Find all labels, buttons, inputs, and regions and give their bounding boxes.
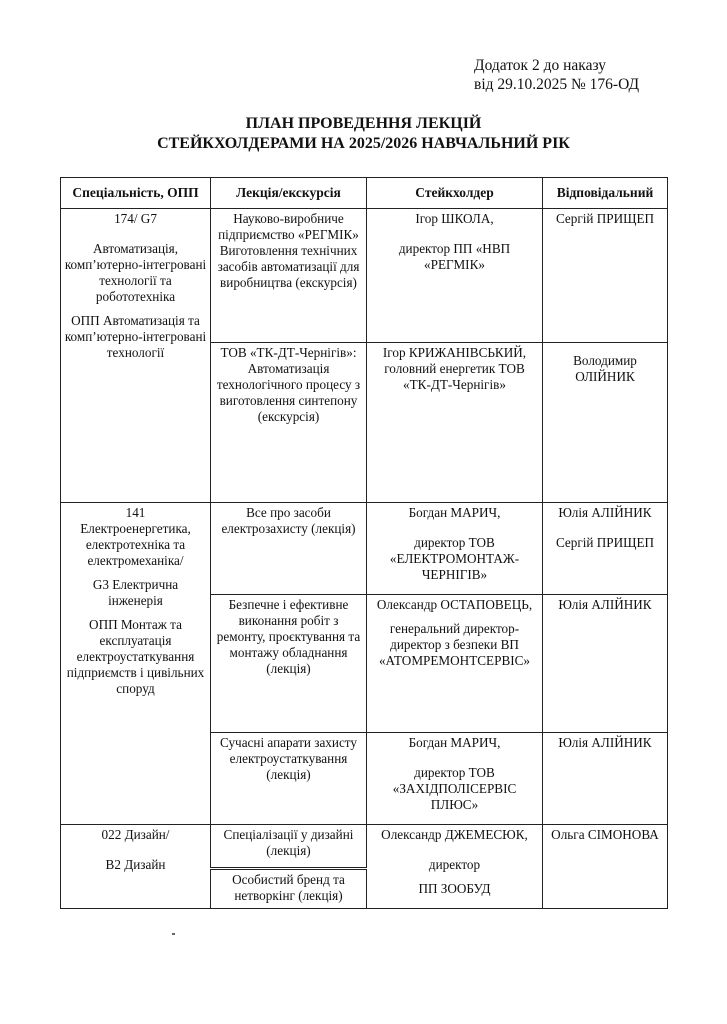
specialty-name: Електроенергетика, електротехніка та електромеханіка/	[80, 521, 191, 568]
scan-mark	[172, 933, 175, 935]
specialty-program-a: G3 Електрична інженерія	[92, 577, 179, 608]
stakeholder-name: Ігор ШКОЛА,	[415, 211, 494, 226]
stakeholder-name: Олександр ДЖЕМЕСЮК,	[381, 827, 528, 842]
lecture-cell: Безпечне і ефективне виконання робіт з ремонту, проєктування та монтажу обладнання (лекція)	[211, 595, 367, 733]
responsible-person: Володимир ОЛІЙНИК	[573, 353, 637, 384]
stakeholder-role: головний енергетик ТОВ «ТК-ДТ-Чернігів»	[384, 361, 525, 392]
lecture-plan-table	[60, 177, 668, 909]
title-line-1: ПЛАН ПРОВЕДЕННЯ ЛЕКЦІЙ	[245, 115, 482, 132]
document-reference	[474, 56, 639, 94]
stakeholder-role: директор	[428, 857, 481, 872]
responsible-cell: Ольга СІМОНОВА	[543, 825, 668, 909]
stakeholder-cell	[367, 343, 543, 503]
lecture-cell: Спеціалізації у дизайні (лекція)	[211, 825, 367, 869]
stakeholder-cell	[367, 503, 543, 595]
table-row	[61, 209, 668, 343]
lecture-cell: Особистий бренд та нетворкінг (лекція)	[211, 869, 367, 909]
table-row	[61, 503, 668, 595]
reference-line-2: від 29.10.2025 № 176-ОД	[474, 76, 640, 93]
title-line-2: СТЕЙКХОЛДЕРАМИ НА 2025/2026 НАВЧАЛЬНИЙ РІК	[157, 135, 570, 152]
stakeholder-cell	[367, 209, 543, 343]
lecture-cell: Науково-виробниче підприємство «РЕГМІК» Виготовлення технічних засобів автоматизації для виробництва (екскурсія)	[211, 209, 367, 343]
stakeholder-role: директор ТОВ «ЕЛЕКТРОМОНТАЖ-ЧЕРНІГІВ»	[389, 535, 520, 582]
stakeholder-role: директор ТОВ «ЗАХІДПОЛІСЕРВІС ПЛЮС»	[392, 765, 517, 812]
lecture-cell: Все про засоби електрозахисту (лекція)	[211, 503, 367, 595]
specialty-program: ОПП Монтаж та експлуатація електроустаткування підприємств і цивільних споруд	[66, 617, 205, 696]
specialty-cell	[61, 209, 211, 503]
stakeholder-name: Олександр ОСТАПОВЕЦЬ,	[376, 597, 533, 612]
stakeholder-cell	[367, 595, 543, 733]
table-header-row	[61, 178, 668, 209]
responsible-cell	[543, 503, 668, 595]
specialty-code: 174/ G7	[114, 211, 157, 226]
specialty-code: 141	[125, 505, 146, 520]
header-specialty: Спеціальність, ОПП	[61, 178, 211, 209]
lecture-cell: ТОВ «ТК-ДТ-Чернігів»: Автоматизація технологічного процесу з виготовлення синтепону (екскурсія)	[211, 343, 367, 503]
responsible-person: Юлія АЛІЙНИК	[558, 505, 652, 520]
specialty-cell	[61, 825, 211, 909]
responsible-cell: Сергій ПРИЩЕП	[543, 209, 668, 343]
stakeholder-org: ПП ЗООБУД	[418, 881, 491, 896]
responsible-cell	[543, 343, 668, 503]
table-row	[61, 825, 668, 869]
stakeholder-name: Ігор КРИЖАНІВСЬКИЙ,	[382, 345, 527, 360]
document-title	[0, 114, 727, 154]
responsible-cell: Юлія АЛІЙНИК	[543, 733, 668, 825]
stakeholder-role: генеральний директор-директор з безпеки ВП «АТОМРЕМОНТСЕРВІС»	[378, 621, 531, 668]
reference-line-1: Додаток 2 до наказу	[474, 57, 606, 74]
responsible-person-2: Сергій ПРИЩЕП	[555, 535, 655, 550]
header-responsible: Відповідальний	[543, 178, 668, 209]
lecture-cell: Сучасні апарати захисту електроустаткування (лекція)	[211, 733, 367, 825]
stakeholder-role: директор ПП «НВП «РЕГМІК»	[398, 241, 511, 272]
responsible-cell: Юлія АЛІЙНИК	[543, 595, 668, 733]
stakeholder-name: Богдан МАРИЧ,	[408, 505, 501, 520]
specialty-name: Автоматизація, комп’ютерно-інтегровані технології та робототехніка	[64, 241, 207, 304]
stakeholder-cell	[367, 733, 543, 825]
specialty-code: 022 Дизайн/	[101, 827, 170, 842]
specialty-cell	[61, 503, 211, 825]
stakeholder-cell	[367, 825, 543, 909]
header-lecture: Лекція/екскурсія	[211, 178, 367, 209]
specialty-program: ОПП Автоматизація та комп’ютерно-інтегровані технології	[64, 313, 207, 360]
stakeholder-name: Богдан МАРИЧ,	[408, 735, 501, 750]
specialty-program: В2 Дизайн	[105, 857, 166, 872]
header-stakeholder: Стейкхолдер	[367, 178, 543, 209]
